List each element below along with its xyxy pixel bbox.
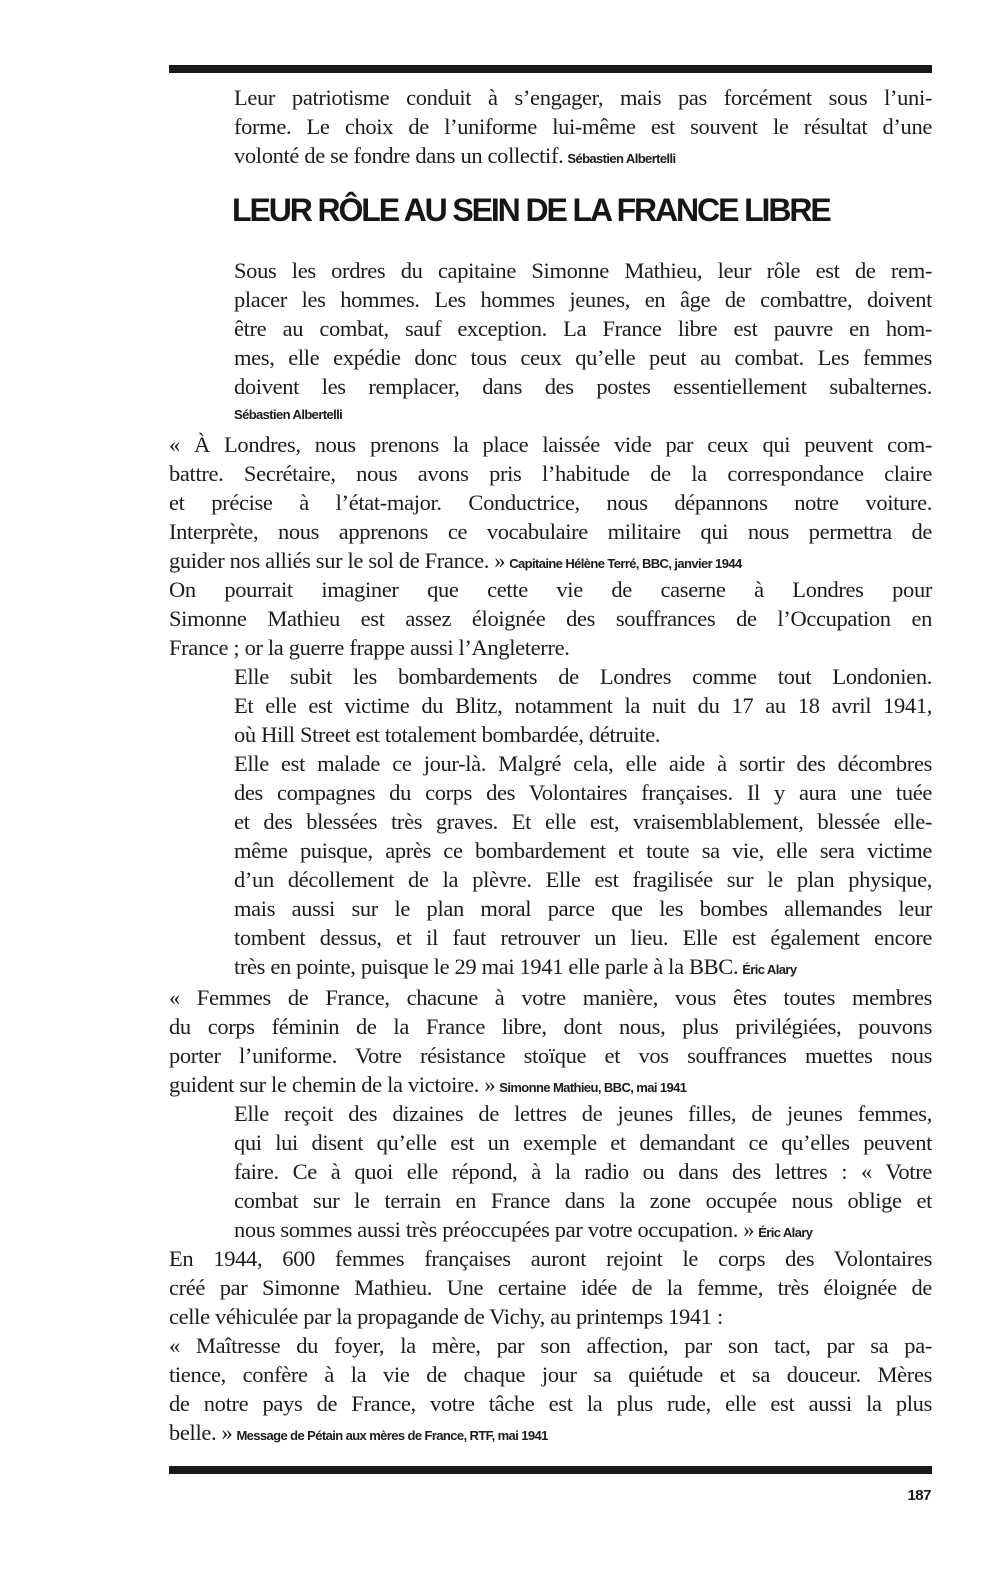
quote-line: battre. Secrétaire, nous avons pris l’habitude de la correspondance claire — [169, 461, 932, 486]
text-line: tombent dessus, et il faut retrouver un lieu. Elle est également encore — [234, 925, 932, 950]
text-line: des compagnes du corps des Volontaires françaises. Il y aura une tuée — [234, 780, 932, 805]
text-line: mes, elle expédie donc tous ceux qu’elle peut au combat. Les femmes — [234, 345, 932, 370]
text-line: Elle subit les bombardements de Londres comme tout Londonien. — [234, 664, 932, 689]
text-line: placer les hommes. Les hommes jeunes, en âge de combattre, doivent — [234, 287, 932, 312]
text-line: faire. Ce à quoi elle répond, à la radio ou dans des lettres : « Votre — [234, 1159, 932, 1184]
text-line: même puisque, après ce bombardement et toute sa vie, elle sera victime — [234, 838, 932, 863]
quote-line: du corps féminin de la France libre, dont nous, plus privilégiées, pouvons — [169, 1014, 932, 1039]
text-line: Sous les ordres du capitaine Simonne Mathieu, leur rôle est de rem- — [234, 258, 932, 283]
text-line — [234, 1215, 932, 1244]
section-heading: LEUR RÔLE AU SEIN DE LA FRANCE LIBRE — [232, 192, 830, 228]
text-line: où Hill Street est totalement bombardée, détruite. — [234, 722, 661, 747]
attribution: Éric Alary — [758, 1225, 813, 1240]
text-line-content: guident sur le chemin de la victoire. » — [169, 1072, 496, 1097]
text-line — [234, 952, 932, 981]
quote-line: « Maîtresse du foyer, la mère, par son affection, par son tact, par sa pa- — [169, 1333, 932, 1358]
text-line-content: volonté de se fondre dans un collectif. — [234, 143, 564, 168]
quote-line — [169, 1070, 932, 1099]
text-line: En 1944, 600 femmes françaises auront rejoint le corps des Volontaires — [169, 1246, 932, 1271]
text-line: Leur patriotisme conduit à s’engager, mais pas forcément sous l’uni- — [234, 85, 932, 110]
text-line: être au combat, sauf exception. La France libre est pauvre en hom- — [234, 316, 932, 341]
quote-line: Interprète, nous apprenons ce vocabulaire militaire qui nous permettra de — [169, 519, 932, 544]
text-line: On pourrait imaginer que cette vie de caserne à Londres pour — [169, 577, 932, 602]
text-line-content: belle. » — [169, 1420, 233, 1445]
page-number: 187 — [907, 1487, 931, 1504]
text-line: celle véhiculée par la propagande de Vichy, au printemps 1941 : — [169, 1304, 723, 1329]
text-line: Simonne Mathieu est assez éloignée des souffrances de l’Occupation en — [169, 606, 932, 631]
attribution: Capitaine Hélène Terré, BBC, janvier 1944 — [509, 556, 742, 571]
text-line: doivent les remplacer, dans des postes essentiellement subalternes. — [234, 374, 932, 399]
quote-line: « Femmes de France, chacune à votre manière, vous êtes toutes membres — [169, 985, 932, 1010]
text-line: d’un décollement de la plèvre. Elle est fragilisée sur le plan physique, — [234, 867, 932, 892]
attribution: Sébastien Albertelli — [567, 151, 676, 166]
attribution: Message de Pétain aux mères de France, RTF, mai 1941 — [236, 1428, 548, 1443]
attribution: Sébastien Albertelli — [234, 407, 343, 422]
quote-line: porter l’uniforme. Votre résistance stoïque et vos souffrances muettes nous — [169, 1043, 932, 1068]
quote-line — [169, 546, 932, 575]
text-line-content: très en pointe, puisque le 29 mai 1941 elle parle à la BBC. — [234, 954, 739, 979]
text-line-content: guider nos alliés sur le sol de France. » — [169, 548, 506, 573]
text-line: et des blessées très graves. Et elle est, vraisemblablement, blessée elle- — [234, 809, 932, 834]
attribution: Éric Alary — [742, 962, 797, 977]
text-line: qui lui disent qu’elle est un exemple et demandant ce qu’elles peuvent — [234, 1130, 932, 1155]
text-line: Elle est malade ce jour-là. Malgré cela, elle aide à sortir des décombres — [234, 751, 932, 776]
text-line-content: nous sommes aussi très préoccupées par votre occupation. » — [234, 1217, 755, 1242]
quote-line: tience, confère à la vie de chaque jour sa quiétude et sa douceur. Mères — [169, 1362, 932, 1387]
text-line — [234, 141, 932, 170]
text-line: Elle reçoit des dizaines de lettres de jeunes filles, de jeunes femmes, — [234, 1101, 932, 1126]
text-line: France ; or la guerre frappe aussi l’Angleterre. — [169, 635, 570, 660]
attribution: Simonne Mathieu, BBC, mai 1941 — [499, 1080, 687, 1095]
quote-line: de notre pays de France, votre tâche est la plus rude, elle est aussi la plus — [169, 1391, 932, 1416]
text-line: combat sur le terrain en France dans la zone occupée nous oblige et — [234, 1188, 932, 1213]
text-line: mais aussi sur le plan moral parce que les bombes allemandes leur — [234, 896, 932, 921]
text-line: Et elle est victime du Blitz, notamment la nuit du 17 au 18 avril 1941, — [234, 693, 932, 718]
quote-line: et précise à l’état-major. Conductrice, nous dépannons notre voiture. — [169, 490, 932, 515]
bottom-rule — [169, 1466, 932, 1474]
text-line: créé par Simonne Mathieu. Une certaine idée de la femme, très éloignée de — [169, 1275, 932, 1300]
top-rule — [169, 65, 932, 73]
quote-line — [169, 1418, 932, 1447]
text-line: forme. Le choix de l’uniforme lui-même est souvent le résultat d’une — [234, 114, 932, 139]
quote-line: « À Londres, nous prenons la place laissée vide par ceux qui peuvent com- — [169, 432, 932, 457]
